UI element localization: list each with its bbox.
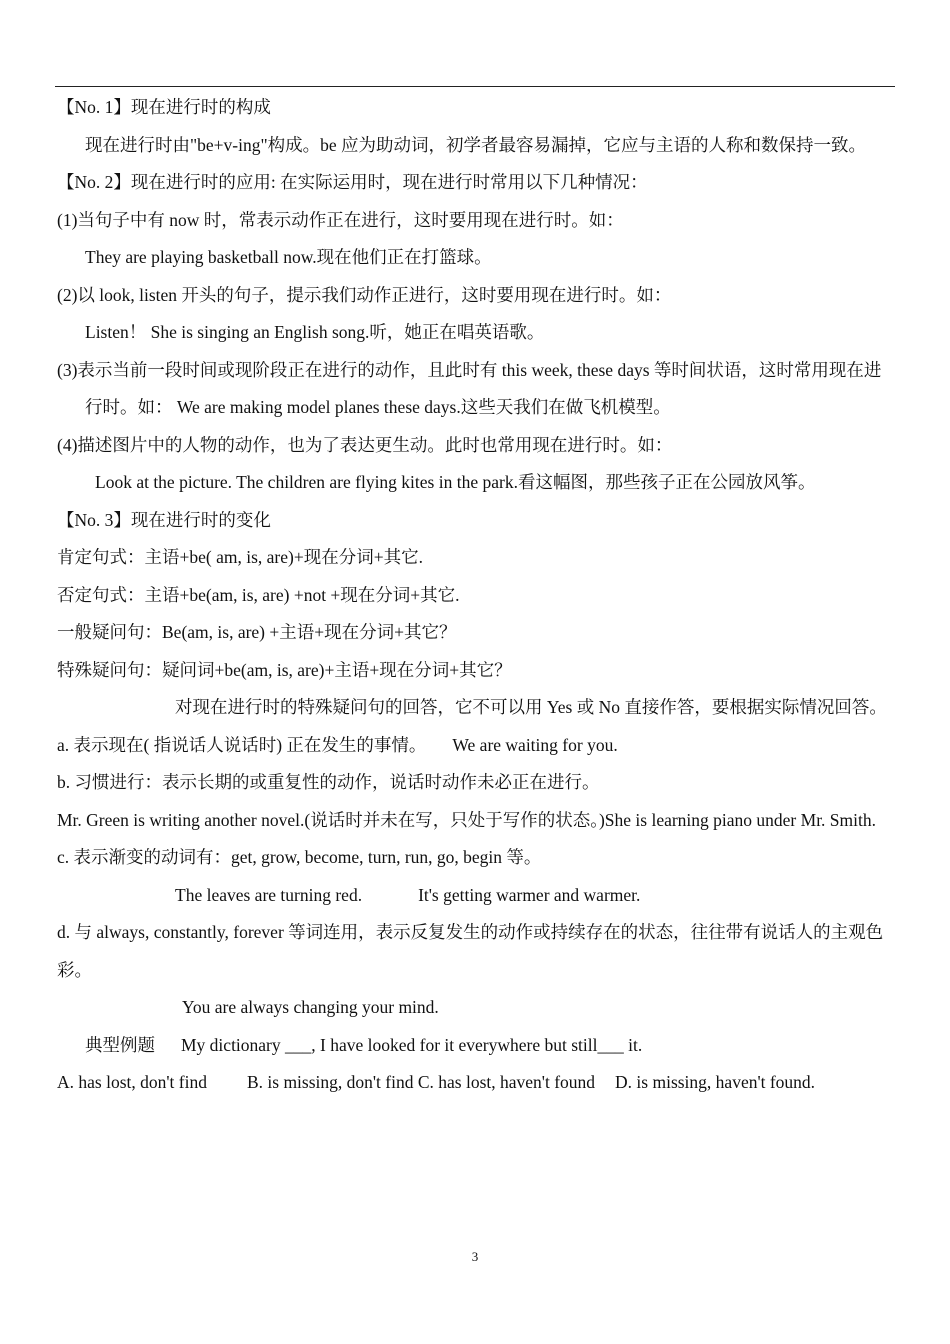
section-3-heading: 【No. 3】现在进行时的变化 (57, 509, 271, 530)
example-4: Look at the picture. The children are flying kites in the park.看这幅图，那些孩子正在公园放风筝。 (95, 472, 816, 492)
usage-a-example: We are waiting for you. (452, 734, 618, 755)
usage-b: b. 习惯进行：表示长期的或重复性的动作，说话时动作未必正在进行。 (57, 772, 600, 792)
example-1: They are playing basketball now.现在他们正在打篮球。 (85, 247, 492, 267)
general-question-pattern: 一般疑问句：Be(am, is, are) +主语+现在分词+其它？ (57, 622, 457, 642)
note: 对现在进行时的特殊疑问句的回答，它不可以用 Yes 或 No 直接作答，要根据实际情况回答。 (175, 697, 887, 717)
usage-a (57, 727, 897, 765)
answer-options (57, 1064, 897, 1102)
usage-c: c. 表示渐变的动词有：get, grow, become, turn, run, go, begin 等。 (57, 847, 542, 867)
usage-c-example-2: It's getting warmer and warmer. (418, 884, 641, 905)
example-question (57, 1027, 897, 1065)
negative-pattern: 否定句式：主语+be(am, is, are) +not +现在分词+其它. (57, 584, 460, 605)
case-3: (3)表示当前一段时间或现阶段正在进行的动作，且此时有 this week, these days 等时间状语，这时常用现在进行时。如： We are making model planes these days.这些天我们在做飞机模型。 (57, 359, 882, 417)
usage-c-examples (57, 877, 897, 915)
section-1-heading: 【No. 1】现在进行时的构成 (57, 97, 271, 117)
document-body (57, 89, 897, 1102)
option-c: C. has lost, haven't found (417, 1072, 596, 1092)
option-b: B. is missing, don't find (246, 1072, 414, 1092)
usage-a-text: a. 表示现在( 指说话人说话时) 正在发生的事情。 (57, 734, 427, 755)
option-a: A. has lost, don't find (57, 1072, 207, 1092)
case-4: (4)描述图片中的人物的动作，也为了表达更生动。此时也常用现在进行时。如： (57, 434, 673, 455)
special-question-pattern: 特殊疑问句：疑问词+be(am, is, are)+主语+现在分词+其它？ (57, 659, 512, 680)
example-question-text: My dictionary ___, I have looked for it everywhere but still___ it. (181, 1034, 643, 1055)
usage-d: d. 与 always, constantly, forever 等词连用，表示反复发生的动作或持续存在的状态，往往带有说话人的主观色彩。 (57, 922, 884, 980)
page-number: 3 (471, 1249, 479, 1264)
section-1-body: 现在进行时由"be+v-ing"构成。be 应为助动词，初学者最容易漏掉，它应与主语的人称和数保持一致。 (85, 134, 867, 155)
example-2: Listen！ She is singing an English song.听，她正在唱英语歌。 (85, 322, 545, 342)
option-d: D. is missing, haven't found. (615, 1072, 816, 1092)
case-2: (2)以 look, listen 开头的句子，提示我们动作正进行，这时要用现在进行时。如： (57, 284, 672, 305)
usage-d-example: You are always changing your mind. (182, 997, 439, 1017)
section-2-heading: 【No. 2】现在进行时的应用: 在实际运用时，现在进行时常用以下几种情况： (57, 172, 648, 192)
header-rule (55, 86, 895, 87)
usage-c-example-1: The leaves are turning red. (175, 884, 363, 905)
affirmative-pattern: 肯定句式：主语+be( am, is, are)+现在分词+其它. (57, 547, 423, 567)
example-question-label: 典型例题 (85, 1034, 155, 1055)
usage-b-example: Mr. Green is writing another novel.(说话时并未在写，只处于写作的状态。)She is learning piano under Mr. Smith. (57, 809, 877, 830)
case-1: (1)当句子中有 now 时，常表示动作正在进行，这时要用现在进行时。如： (57, 209, 624, 230)
